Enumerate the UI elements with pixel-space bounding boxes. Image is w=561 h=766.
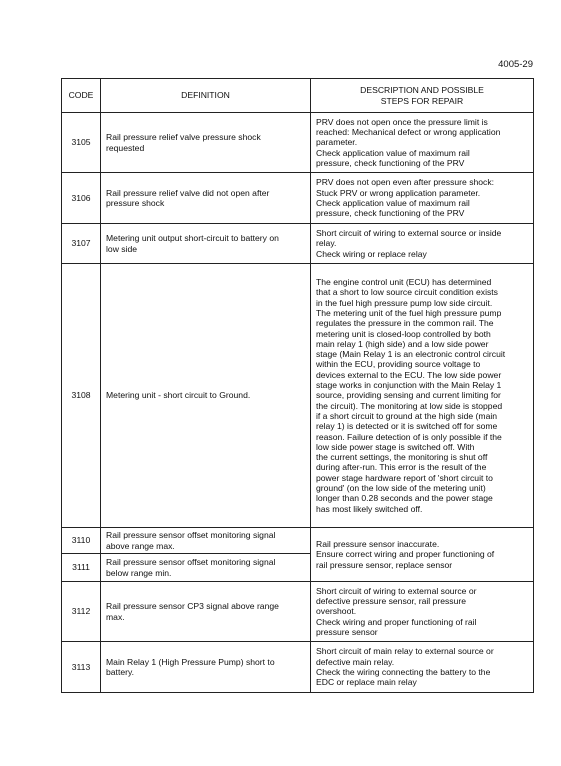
fault-code-table	[61, 78, 534, 693]
header-definition: DEFINITION	[101, 79, 311, 113]
repair-line: has most likely switched off.	[316, 503, 423, 514]
repair-cell	[311, 582, 534, 642]
repair-line: Check wiring and proper functioning of rail	[316, 616, 477, 627]
repair-line: Short circuit of main relay to external source or	[316, 646, 494, 657]
definition-line: Rail pressure sensor offset monitoring signal	[106, 530, 276, 541]
definition-line: Rail pressure sensor offset monitoring signal	[106, 557, 276, 568]
repair-cell	[311, 113, 534, 173]
header-code: CODE	[62, 79, 101, 113]
definition-line: Rail pressure relief valve pressure shock	[106, 132, 261, 143]
table-row	[62, 224, 534, 264]
definition-line: requested	[106, 142, 145, 153]
table-header-row	[62, 79, 534, 113]
definition-cell	[101, 264, 311, 528]
repair-cell	[311, 264, 534, 528]
code-cell: 3108	[62, 264, 101, 528]
repair-line: Check wiring or replace relay	[316, 248, 427, 259]
definition-line: max.	[106, 611, 125, 622]
repair-cell	[311, 173, 534, 224]
repair-line: that a short to low source circuit condition exists	[316, 287, 498, 298]
repair-line: ground' (on the low side of the metering unit)	[316, 483, 486, 494]
repair-cell	[311, 642, 534, 693]
repair-line: pressure sensor	[316, 626, 378, 637]
definition-line: Metering unit output short-circuit to battery on	[106, 233, 279, 244]
repair-line: defective main relay.	[316, 656, 395, 667]
repair-line: Check the wiring connecting the battery to the	[316, 667, 491, 677]
repair-line: Rail pressure sensor inaccurate.	[316, 539, 440, 550]
repair-line: pressure, check functioning of the PRV	[316, 157, 465, 168]
repair-line: reached: Mechanical defect or wrong application	[316, 127, 501, 138]
header-repair-line: DESCRIPTION AND POSSIBLE	[360, 85, 484, 96]
repair-line: rail pressure sensor, replace sensor	[316, 559, 453, 570]
repair-line: stage (Main Relay 1 is an electronic control circuit	[316, 349, 506, 360]
repair-line: source, providing sensing and current limiting for	[316, 390, 501, 401]
definition-line: Rail pressure sensor CP3 signal above range	[106, 601, 279, 612]
definition-cell	[101, 224, 311, 264]
repair-line: during after-run. This error is the result of the	[316, 462, 487, 473]
definition-cell	[101, 582, 311, 642]
repair-line: PRV does not open even after pressure shock:	[316, 177, 495, 188]
repair-line: power stage hardware report of 'short circuit to	[316, 472, 493, 483]
table-row	[62, 582, 534, 642]
repair-line: Short circuit of wiring to external source or	[316, 585, 477, 596]
repair-line: metering unit is closed-loop controlled by both	[316, 328, 491, 339]
table-row	[62, 528, 534, 554]
repair-line: Check application value of maximum rail	[316, 198, 470, 208]
code-cell: 3111	[62, 554, 101, 582]
repair-line: longer than 0.28 seconds and the power stage	[316, 493, 493, 504]
definition-line: Rail pressure relief valve did not open after	[106, 187, 270, 198]
definition-cell	[101, 113, 311, 173]
definition-cell	[101, 554, 311, 582]
repair-line: if a short circuit to ground at the high side (main	[316, 410, 498, 421]
repair-line: Ensure correct wiring and proper functioning of	[316, 549, 495, 560]
repair-line: relay 1) is detected or it is switched off for some	[316, 421, 498, 432]
repair-line: the current settings, the monitoring is shut off	[316, 452, 488, 463]
code-cell: 3106	[62, 173, 101, 224]
definition-cell	[101, 642, 311, 693]
definition-line: Metering unit - short circuit to Ground.	[106, 390, 251, 401]
repair-line: pressure, check functioning of the PRV	[316, 208, 465, 219]
table-row	[62, 642, 534, 693]
repair-line: reason. Failure detection of is only possible if the	[316, 431, 502, 442]
page-number: 4005-29	[498, 59, 533, 70]
repair-line: defective pressure sensor, rail pressure	[316, 596, 466, 607]
definition-line: battery.	[106, 667, 135, 677]
code-cell: 3113	[62, 642, 101, 693]
code-cell: 3107	[62, 224, 101, 264]
repair-line: The engine control unit (ECU) has determined	[316, 277, 492, 288]
repair-line: main relay 1 (high side) and a low side power	[316, 338, 489, 349]
repair-line: Check application value of maximum rail	[316, 147, 470, 158]
table-row	[62, 173, 534, 224]
repair-line: The metering unit of the fuel high pressure pump	[316, 307, 502, 318]
header-repair	[311, 79, 534, 113]
repair-line: the circuit). The monitoring at low side is stopped	[316, 400, 503, 411]
repair-line: PRV does not open once the pressure limit is	[316, 116, 488, 127]
repair-line: devices external to the ECU. The low side power	[316, 369, 502, 380]
repair-cell-shared	[311, 528, 534, 582]
definition-line: pressure shock	[106, 198, 165, 208]
definition-cell	[101, 528, 311, 554]
code-cell: 3112	[62, 582, 101, 642]
repair-line: low side power stage is switched off. With	[316, 441, 475, 452]
repair-line: parameter.	[316, 137, 358, 148]
code-cell: 3105	[62, 113, 101, 173]
definition-cell	[101, 173, 311, 224]
table-row	[62, 264, 534, 528]
repair-cell	[311, 224, 534, 264]
definition-line: low side	[106, 243, 138, 254]
header-repair-line: STEPS FOR REPAIR	[380, 95, 464, 106]
definition-line: above range max.	[106, 540, 175, 551]
repair-line: in the fuel high pressure pump low side circuit.	[316, 297, 493, 308]
repair-line: within the ECU, providing source voltage to	[316, 359, 481, 370]
code-cell: 3110	[62, 528, 101, 554]
repair-line: relay.	[316, 238, 337, 249]
repair-line: Stuck PRV or wrong application parameter.	[316, 187, 481, 198]
definition-line: Main Relay 1 (High Pressure Pump) short to	[106, 656, 275, 667]
repair-line: stage works in conjunction with the Main Relay 1	[316, 380, 502, 391]
repair-line: Short circuit of wiring to external source or inside	[316, 228, 502, 239]
repair-line: EDC or replace main relay	[316, 677, 417, 688]
definition-line: below range min.	[106, 567, 172, 578]
repair-line: overshoot.	[316, 606, 357, 617]
table-row	[62, 113, 534, 173]
repair-line: regulates the pressure in the common rail. The	[316, 318, 494, 329]
